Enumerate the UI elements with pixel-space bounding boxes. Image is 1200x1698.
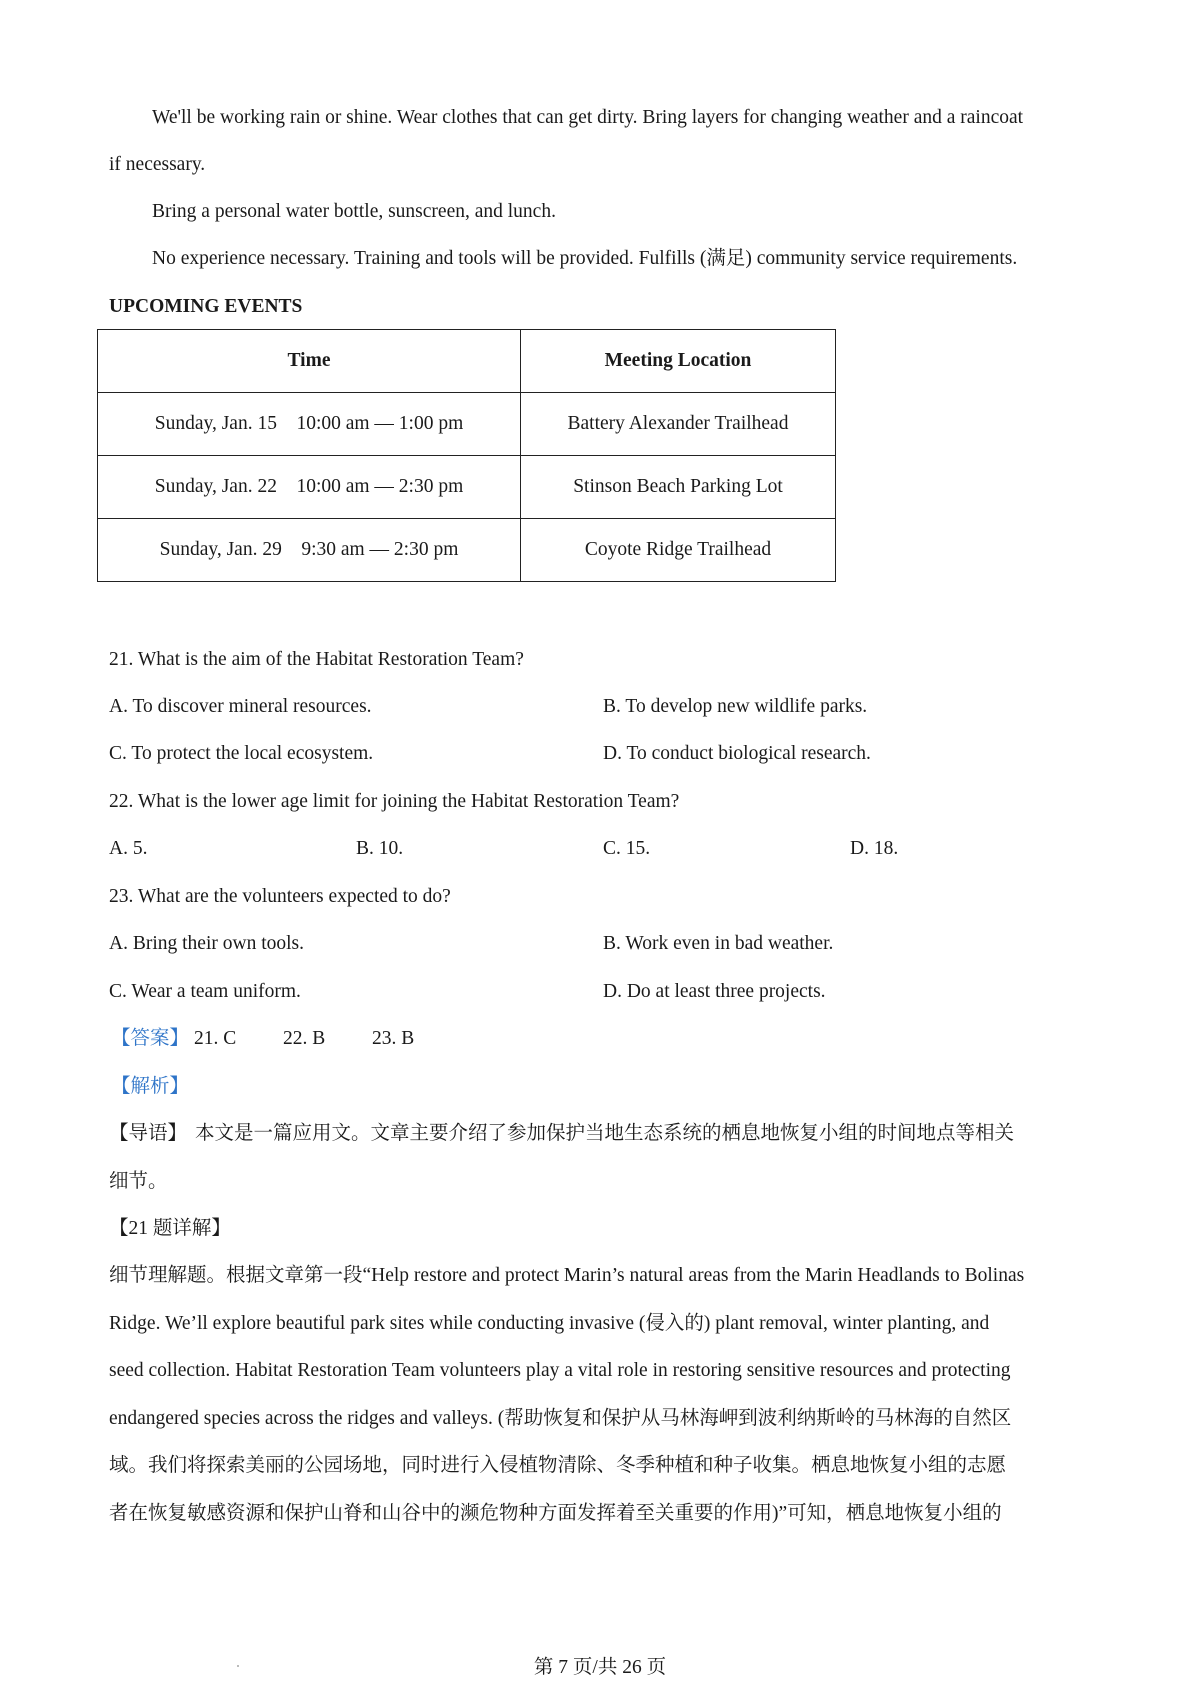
q21-detail-line: Ridge. We’ll explore beautiful park sites while conducting invasive (侵入的) plant removal, winter planting, and xyxy=(109,1313,990,1334)
intro-paragraph-3: No experience necessary. Training and tools will be provided. Fulfills (满足) community service requirements. xyxy=(152,248,1018,269)
question-22-option-d: D. 18. xyxy=(850,838,899,859)
question-22-stem: 22. What is the lower age limit for joining the Habitat Restoration Team? xyxy=(109,791,680,812)
question-23-option-a: A. Bring their own tools. xyxy=(109,933,304,954)
lead-label: 【导语】 xyxy=(109,1123,188,1144)
question-22-option-a: A. 5. xyxy=(109,838,148,859)
answer-23: 23. B xyxy=(372,1028,415,1049)
q21-detail-label: 【21 题详解】 xyxy=(109,1218,231,1239)
analysis-label: 【解析】 xyxy=(111,1076,190,1097)
column-header-time: Time xyxy=(98,330,521,393)
q21-detail-line: seed collection. Habitat Restoration Team volunteers play a vital role in restoring sensitive resources and protecting xyxy=(109,1360,1011,1381)
event-time: Sunday, Jan. 22 10:00 am — 2:30 pm xyxy=(98,456,521,519)
question-23-option-d: D. Do at least three projects. xyxy=(603,981,826,1002)
question-23-option-c: C. Wear a team uniform. xyxy=(109,981,301,1002)
table-row xyxy=(98,456,836,519)
question-22-option-c: C. 15. xyxy=(603,838,651,859)
table-row xyxy=(98,519,836,582)
table-header-row xyxy=(98,330,836,393)
answer-22: 22. B xyxy=(283,1028,326,1049)
question-22-option-b: B. 10. xyxy=(356,838,404,859)
answer-21: 21. C xyxy=(194,1028,237,1049)
table-row xyxy=(98,393,836,456)
lead-text-line-2: 细节。 xyxy=(109,1171,168,1192)
event-time: Sunday, Jan. 29 9:30 am — 2:30 pm xyxy=(98,519,521,582)
question-23-stem: 23. What are the volunteers expected to do? xyxy=(109,886,451,907)
event-time: Sunday, Jan. 15 10:00 am — 1:00 pm xyxy=(98,393,521,456)
intro-paragraph-1-line-1: We'll be working rain or shine. Wear clothes that can get dirty. Bring layers for changing weather and a raincoat xyxy=(152,107,1024,128)
question-21-option-c: C. To protect the local ecosystem. xyxy=(109,743,374,764)
q21-detail-line: 域。我们将探索美丽的公园场地，同时进行入侵植物清除、冬季种植和种子收集。栖息地恢复小组的志愿 xyxy=(109,1455,1007,1476)
lead-text-line-1: 本文是一篇应用文。文章主要介绍了参加保护当地生态系统的栖息地恢复小组的时间地点等相关 xyxy=(195,1123,1015,1144)
event-location: Stinson Beach Parking Lot xyxy=(521,456,836,519)
intro-paragraph-2: Bring a personal water bottle, sunscreen, and lunch. xyxy=(152,201,556,222)
events-table xyxy=(97,329,836,582)
question-21-stem: 21. What is the aim of the Habitat Restoration Team? xyxy=(109,649,524,670)
column-header-location: Meeting Location xyxy=(521,330,836,393)
page-number-footer: 第 7 页/共 26 页 xyxy=(533,1657,667,1678)
q21-detail-line: 者在恢复敏感资源和保护山脊和山谷中的濒危物种方面发挥着至关重要的作用)”可知，栖息地恢复小组的 xyxy=(109,1503,1002,1524)
events-heading: UPCOMING EVENTS xyxy=(109,296,303,317)
question-21-option-a: A. To discover mineral resources. xyxy=(109,696,372,717)
question-23-option-b: B. Work even in bad weather. xyxy=(603,933,834,954)
q21-detail-line: endangered species across the ridges and valleys. (帮助恢复和保护从马林海岬到波利纳斯岭的马林海的自然区 xyxy=(109,1408,1012,1429)
question-21-option-b: B. To develop new wildlife parks. xyxy=(603,696,868,717)
event-location: Coyote Ridge Trailhead xyxy=(521,519,836,582)
question-21-option-d: D. To conduct biological research. xyxy=(603,743,871,764)
event-location: Battery Alexander Trailhead xyxy=(521,393,836,456)
q21-detail-line: 细节理解题。根据文章第一段“Help restore and protect Marin’s natural areas from the Marin Headlands to Bolinas xyxy=(109,1265,1025,1286)
answer-label: 【答案】 xyxy=(111,1028,190,1049)
intro-paragraph-1-line-2: if necessary. xyxy=(109,154,206,175)
